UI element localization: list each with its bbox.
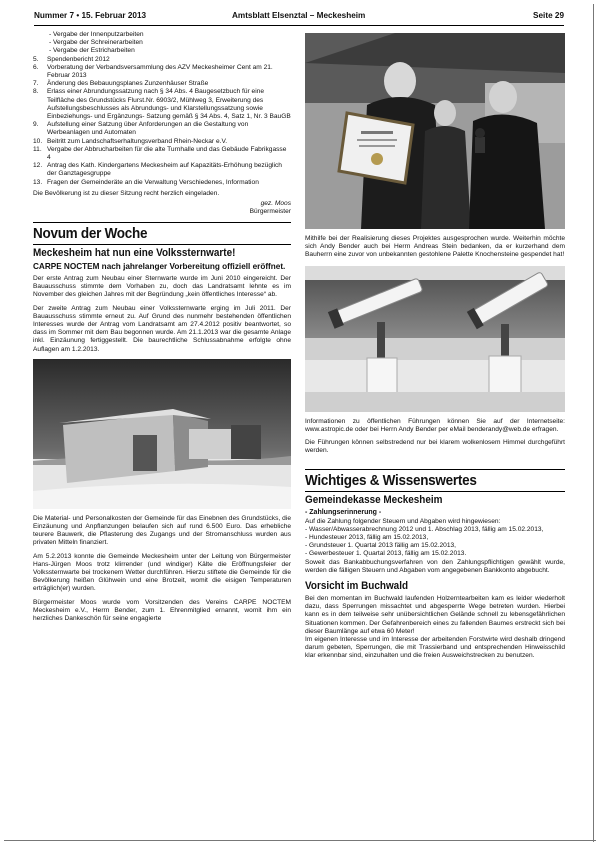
agenda-item: 9. Aufstellung einer Satzung über Anforderungen an die Gestaltung von Werbeanlagen und Automaten [33, 121, 249, 137]
header-divider [34, 25, 564, 26]
agenda-subitems [33, 31, 291, 56]
article-subheadline: CARPE NOCTEM nach jahrelanger Vorbereitung offiziell eröffnet. [33, 262, 286, 272]
signature-title: Bürgermeister [249, 208, 291, 216]
payment-line: - Grundsteuer 1. Quartal 2013 fällig am 15.02.2013, [305, 542, 457, 550]
publication-title: Amtsblatt Elsenztal – Meckesheim [232, 11, 366, 20]
section-divider [33, 244, 291, 245]
payment-line: - Gewerbesteuer 1. Quartal 2013, fällig am 15.02.2013. [305, 550, 467, 558]
page-header [34, 11, 564, 23]
observatory-building-photo [33, 359, 291, 509]
article-paragraph: Die Führungen können selbstredend nur bei klarem wolkenlosem Himmel durchgeführt werden. [305, 439, 565, 455]
payment-line: - Hundesteuer 2013, fällig am 15.02.2013, [305, 534, 429, 542]
agenda-item: 13. Fragen der Gemeinderäte an die Verwaltung Verschiedenes, Information [33, 178, 259, 186]
article-headline: Meckesheim hat nun eine Volkssternwarte! [33, 247, 236, 260]
page-number: Seite 29 [533, 11, 564, 20]
section-divider [305, 491, 565, 492]
agenda-item: 5. Spendenbericht 2012 [33, 55, 110, 63]
agenda-list [33, 56, 291, 187]
article-subheadline: - Zahlungserinnerung - [305, 509, 382, 517]
agenda-item: 12. Antrag des Kath. Kindergartens Meckesheim auf Kapazitäts-Erhöhung bezüglich der Ganztagesgruppe [33, 162, 282, 178]
article-text: Auf die Zahlung folgender Steuern und Abgaben wird hingewiesen: [305, 517, 501, 525]
article-paragraph: Bei den momentan im Buchwald laufenden Holzerntearbeiten kam es leider wiederholt dazu, dass Sperrungen missachtet und abgesperrte Wege betreten wurden. Hierbei kann es in dem teilweise sehr unübersichtlichen Gelände schnell zu lebensgefährlichen Situationen kommen. Der Gefahrenbereich eines zu fallenden Baumes erstreckt sich bei dieser Baumlänge auf etwa 60 Meter! Im eigenen Interesse und im Interesse der arbeitenden Forstwirte wird deshalb dringend darum gebeten, Sperrungen, die mit Trassierband und entsprechenden Hinweisschild klar erkennbar sind, einzuhalten und die freien Ausweichstrecken zu benutzen. [305, 595, 565, 660]
agenda-item: 8. Erlass einer Abrundungssatzung nach § 34 Abs. 4 Baugesetzbuch für eine Teilfläche des Grundstücks Flurst.Nr. 6903/2, Mühlweg 3, Erweiterung des Aufstellungsbeschlusses als Abrundungs- und Klarstellungssatzung sowie Einbeziehungs- und Ergänzungs- Satzung gemäß § 34 Abs. 4, Satz 1, Nr. 3 BauGB [33, 88, 291, 121]
section-title: Novum der Woche [33, 225, 148, 243]
ceremony-image [305, 33, 565, 229]
right-column [305, 31, 565, 666]
ceremony-photo [305, 33, 565, 229]
article-paragraph: Der zweite Antrag zum Neubau einer Volkssternwarte erging im Juli 2011. Der Bauausschuss stimmte erneut zu. Auf Grund des nunmehr bestehenden öffentlichen Interesses wurde der Antrag vom Landratsamt am 27.4.2012 positiv beantwortet, so dass im Sommer mit dem Bau begonnen wurde. Am 21.1.2013 war die gesamte Anlage inkl. Einzäunung fertiggestellt. Die baurechtliche Schlussabnahme erfolgte ohne Auflagen am 1.2.2013. [33, 304, 291, 353]
agenda-subitem: - Vergabe der Innenputzarbeiten [49, 31, 144, 38]
agenda-item: 11. Vergabe der Abbrucharbeiten für die alte Turnhalle und das Gebäude Fabrikgasse 4 [33, 145, 287, 162]
section-divider [33, 222, 291, 223]
telescopes-photo [305, 266, 565, 412]
article-paragraph: Bürgermeister Moos wurde vom Vorsitzenden des Vereins CARPE NOCTEM Meckesheim e.V., Herrn Bender, zum 1. Ehrenmitglied ernannt, womit ihm ein herzliches Dankeschön für seine engagierte [33, 598, 291, 623]
agenda-subitem: - Vergabe der Schreinerarbeiten [49, 39, 143, 47]
article-paragraph: Der erste Antrag zum Neubau einer Sternwarte wurde im Juni 2010 eingereicht. Der Bauausschuss stimmte dem Vorhaben zu, doch das Landratsamt lehnte es im November des gleichen Jahres mit der Begründung „kein öffentliches Interesse“ ab. [33, 274, 291, 299]
section-title: Wichtiges & Wissenswertes [305, 472, 477, 490]
agenda-item: 7. Änderung des Bebauungsplanes Zunzenhäuser Straße [33, 80, 209, 88]
article-paragraph: Informationen zu öffentlichen Führungen können Sie auf der Internetseite: www.astropic.de oder bei Herrn Andy Bender per eMail benderandy@web.de erfragen. [305, 417, 565, 433]
article-paragraph: Die Material- und Personalkosten der Gemeinde für das Einebnen des Grundstücks, die Einzäunung und Anpflanzungen belaufen sich auf rund 6.500 Euro. Das erhebliche teurere Bauwerk, die Pflasterung des Zugangs und der Stromanschluss wurden aus privaten Mitteln finanziert. [33, 514, 291, 547]
signature: gez. Moos [260, 200, 291, 208]
invitation-text: Die Bevölkerung ist zu dieser Sitzung recht herzlich eingeladen. [33, 189, 220, 197]
telescopes-image [305, 266, 565, 412]
article-headline: Gemeindekasse Meckesheim [305, 494, 443, 507]
observatory-building-image [33, 359, 291, 509]
section-divider [305, 469, 565, 470]
article-paragraph: Mithilfe bei der Realisierung dieses Projektes ausgesprochen wurde. Weiterhin möchte sich Andy Bender auch bei Herrn Andreas Stein bedanken, da er kurzerhand dem Bauherrn eine zuvor von unbekannten gestohlene Palette Knochensteine gespendet hat! [305, 235, 565, 259]
page-edge-bottom [4, 840, 596, 841]
article-paragraph: Soweit das Bankabbuchungsverfahren von den Zahlungspflichtigen gewählt wurde, werden die fälligen Steuern und Abgaben vom angegebenen Bankkonto abgebucht. [305, 558, 565, 574]
agenda-subitem: - Vergabe der Estricharbeiten [49, 47, 135, 55]
payment-line: - Wasser/Abwasserabrechnung 2012 und 1. Abschlag 2013, fällig am 15.02.2013, [305, 525, 544, 533]
left-column [33, 31, 291, 628]
agenda-item: 6. Vorberatung der Verbandsversammlung des AZV Meckesheimer Cent am 21. Februar 2013 [33, 63, 273, 80]
agenda-item: 10. Beitritt zum Landschaftserhaltungsverband Rhein-Neckar e.V. [33, 137, 228, 145]
article-paragraph: Am 5.2.2013 konnte die Gemeinde Meckesheim unter der Leitung von Bürgermeister Hans-Jürgen Moos trotz klirrender (und windiger) Kälte die Eröffnungsfeier der Volkssternwarte bei trockenem Wetter durchführen. Hierzu stiftete die Gemeinde für die Bevölkerung heißen Glühwein und eine Brotzeit, womit die eisigen Temperaturen erträglich(er) wurden. [33, 552, 291, 593]
issue-number: Nummer 7 • 15. Februar 2013 [34, 11, 147, 20]
page-edge-right [593, 4, 594, 842]
article-headline: Vorsicht im Buchwald [305, 580, 409, 593]
